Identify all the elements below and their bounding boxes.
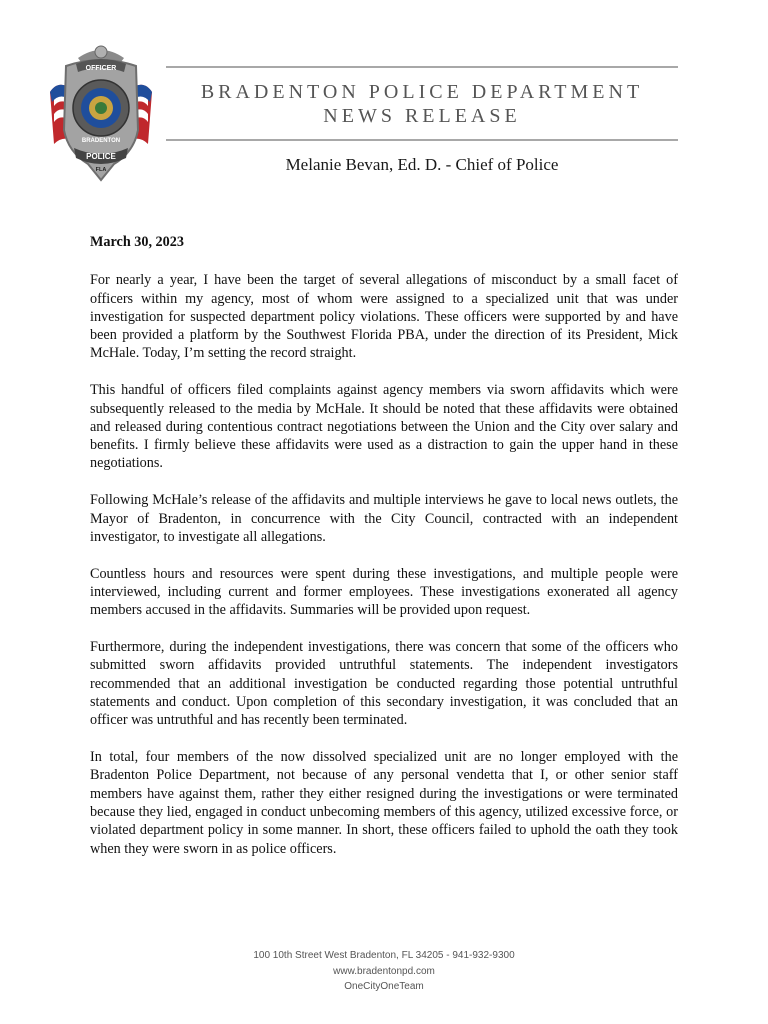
release-type-title: NEWS RELEASE <box>323 105 521 127</box>
header-bottom-rule <box>166 139 678 141</box>
department-title: BRADENTON POLICE DEPARTMENT <box>200 81 644 103</box>
footer <box>0 948 768 995</box>
paragraph: For nearly a year, I have been the target of several allegations of misconduct by a small facet of officers within my agency, most of whom were assigned to a specialized unit that was under investigation for suspected department policy violations. These officers were supported by and have been provided a platform by the Southwest Florida PBA, under the direction of its President, Mick McHale. Today, I’m setting the record straight. <box>90 272 678 362</box>
badge-center-text: BRADENTON <box>81 138 121 144</box>
paragraph: Furthermore, during the independent investigations, there was concern that some of the officers who submitted sworn affidavits provided untruthful statements. The independent investigators recommended that an additional investigation be conducted regarding those potential untruthful statements and conduct. Upon completion of this secondary investigation, it was concluded that an officer was untruthful and has recently been terminated. <box>90 639 678 729</box>
paragraph: This handful of officers filed complaints against agency members via sworn affidavits which were subsequently released to the media by McHale. It should be noted that these affidavits were obtained and released during contentious contract negotiations between the Union and the City over salary and benefits. I firmly believe these affidavits were used as a distraction to gain the upper hand in these negotiations. <box>90 382 678 472</box>
badge-state-text: FLA <box>95 167 107 173</box>
badge-top-text: OFFICER <box>85 65 117 72</box>
badge-bottom-text: POLICE <box>86 152 116 161</box>
header-top-rule <box>166 66 678 68</box>
paragraph: In total, four members of the now dissolved specialized unit are no longer employed with the Bradenton Police Department, not because of any personal vendetta that I, or other senior staff members have against them, rather they either resigned during the investigations or were terminated because they lied, engaged in conduct unbecoming members of this agency, utilized excessive force, or violated department policy in some manner. In short, these officers failed to uphold the oath they took when they were sworn in as police officers. <box>90 749 678 857</box>
release-date: March 30, 2023 <box>90 234 184 250</box>
chief-of-police-line: Melanie Bevan, Ed. D. - Chief of Police <box>285 155 559 174</box>
footer-website: www.bradentonpd.com <box>333 965 435 977</box>
paragraph: Following McHale’s release of the affidavits and multiple interviews he gave to local news outlets, the Mayor of Bradenton, in concurrence with the City Council, contracted with an independent investigator, to investigate all allegations. <box>90 492 678 545</box>
paragraph: Countless hours and resources were spent during these investigations, and multiple people were interviewed, including current and former employees. These investigations exonerated all agency members accused in the affidavits. Summaries will be provided upon request. <box>90 565 678 619</box>
footer-address: 100 10th Street West Bradenton, FL 34205 - 941-932-9300 <box>253 950 515 961</box>
footer-tagline: OneCityOneTeam <box>344 981 424 992</box>
release-body <box>90 233 678 876</box>
police-badge-icon <box>48 40 154 182</box>
